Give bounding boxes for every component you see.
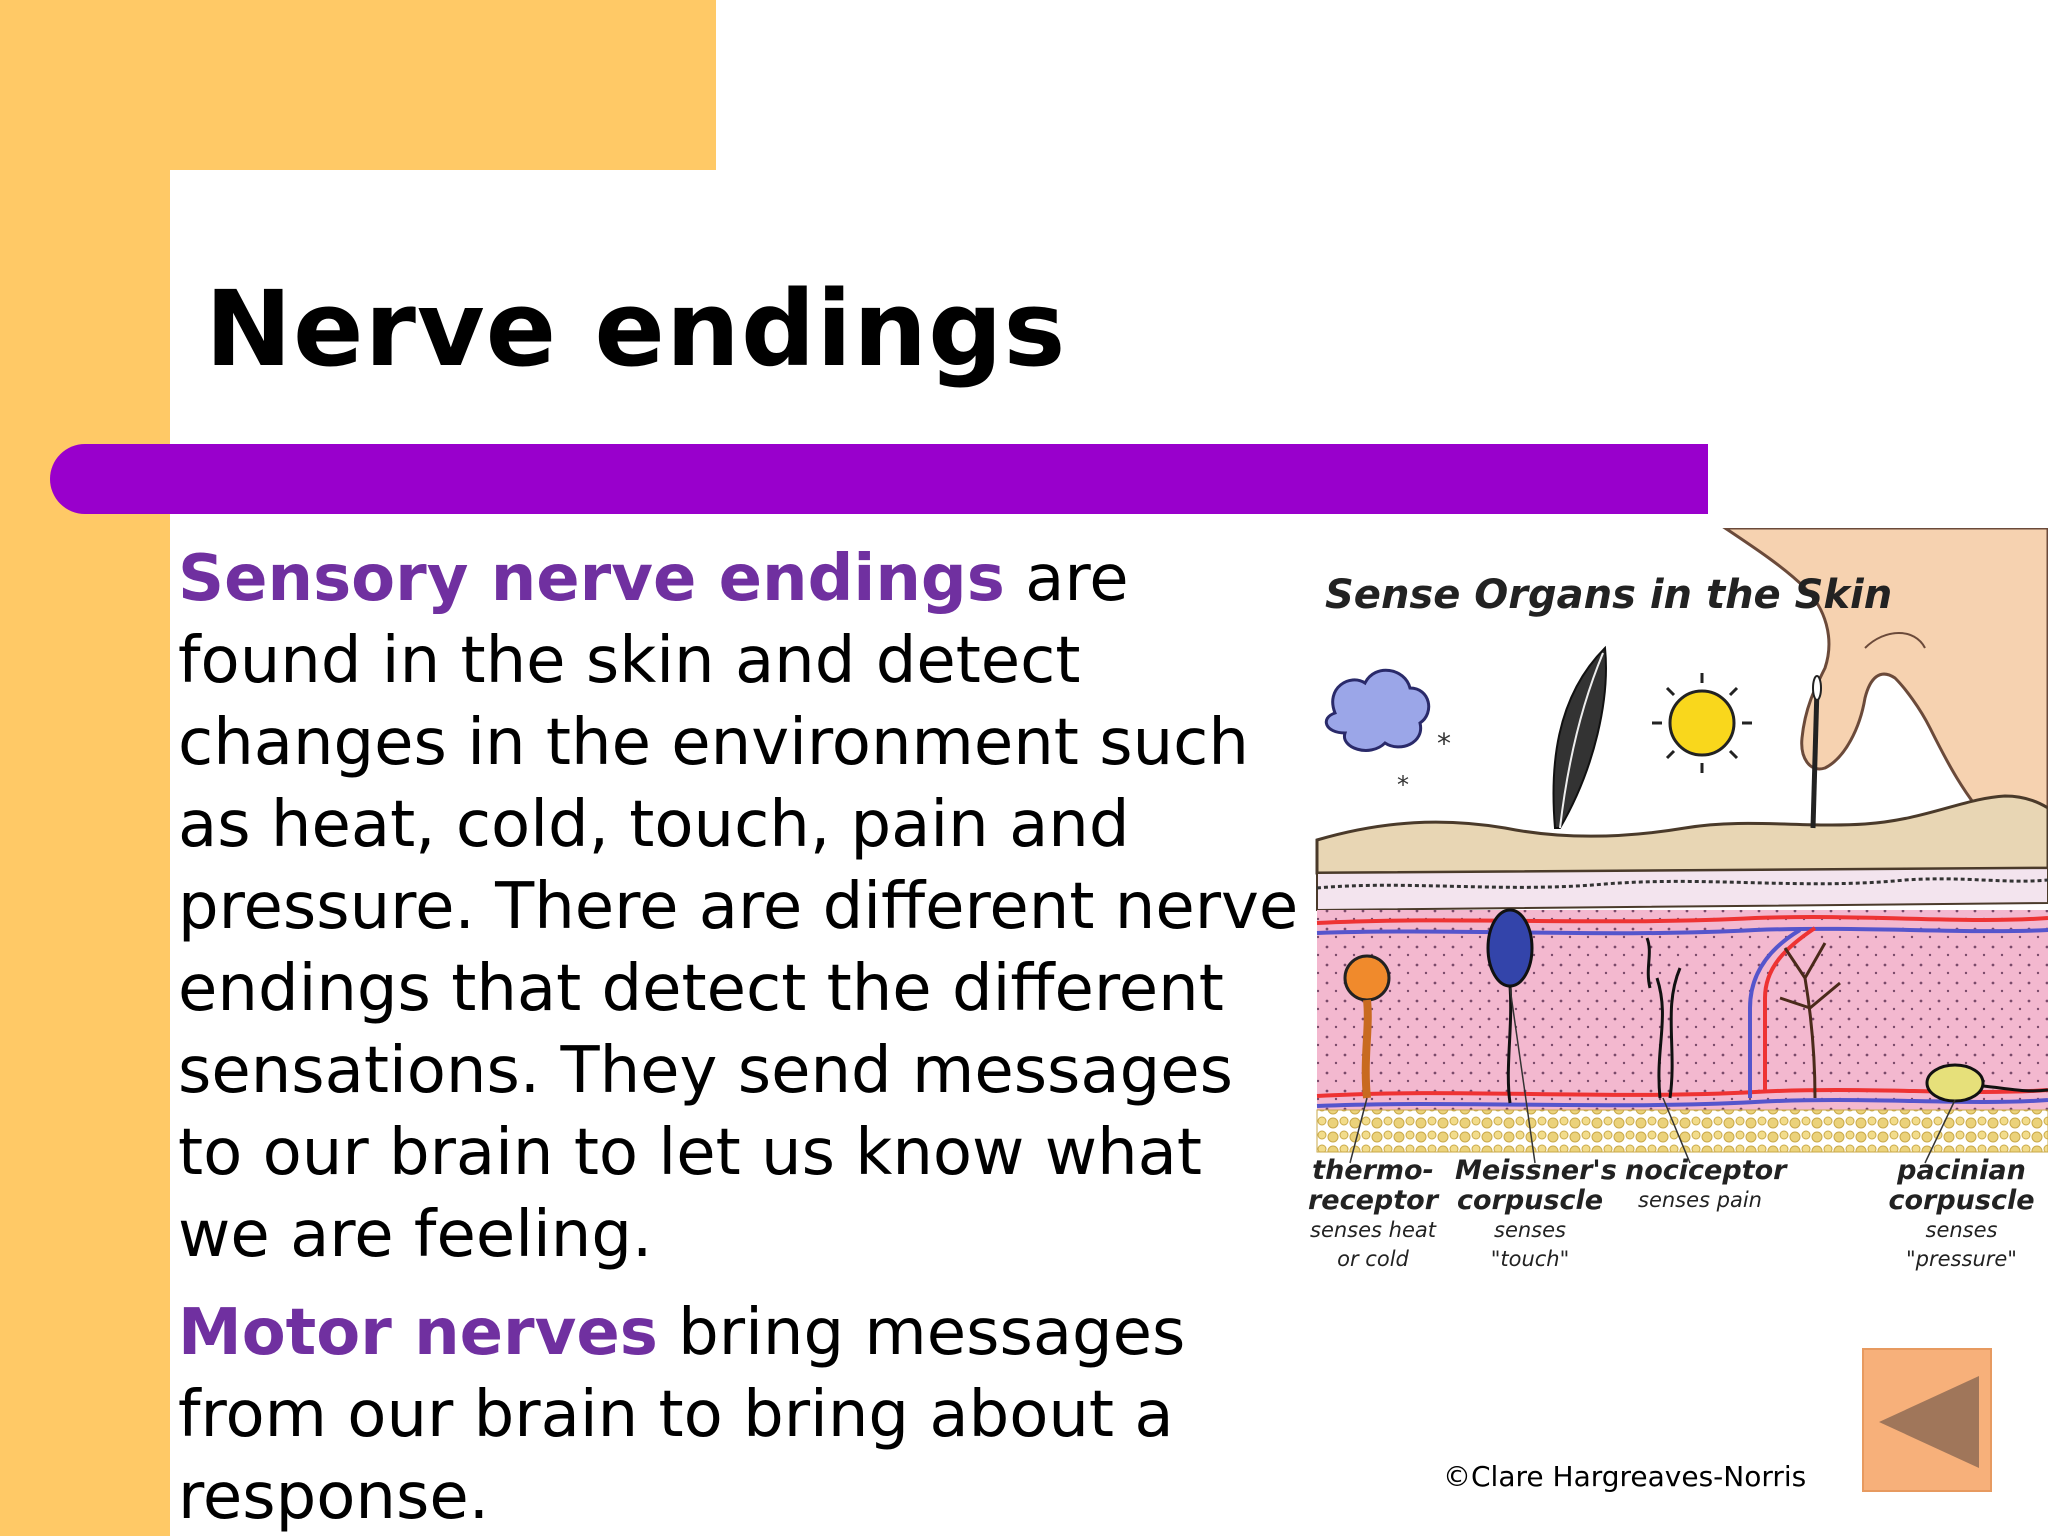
epidermis-layer [1317, 796, 2048, 873]
svg-text:*: * [1397, 771, 1409, 799]
orange-side-band [0, 0, 170, 1536]
nociceptor-name: nociceptor [1625, 1155, 1787, 1186]
page-title: Nerve endings [205, 268, 1067, 390]
feather-icon [1553, 648, 1605, 828]
sensory-text: are found in the skin and detect changes in the environment such as heat, cold, touch, pain and pressure. There are different nerve endings that detect the different sensations. They send messages to our brain to let us know what we are feeling. [178, 542, 1299, 1272]
meissner-label [1455, 1155, 1617, 1274]
nociceptor-desc: senses pain [1638, 1188, 1762, 1212]
thermoreceptor-name: thermo- receptor [1307, 1155, 1439, 1216]
thermoreceptor-desc: senses heat or cold [1310, 1218, 1436, 1271]
figure-title: Sense Organs in the Skin [1325, 572, 1893, 618]
nociceptor-label [1625, 1155, 1787, 1215]
pacinian-desc: senses "pressure" [1906, 1218, 2017, 1271]
thermoreceptor-label [1303, 1156, 1443, 1274]
title-divider-bar [50, 444, 1708, 514]
left-triangle-icon [1879, 1376, 1979, 1468]
pacinian-name: pacinian corpuscle [1888, 1156, 2035, 1216]
orange-top-band [0, 0, 716, 170]
sensory-highlight: Sensory nerve endings [178, 542, 1005, 616]
meissner-name: Meissner's corpuscle [1455, 1155, 1617, 1216]
meissner-corpuscle-icon [1488, 910, 1532, 986]
pacinian-label [1875, 1156, 2048, 1274]
sun-icon [1652, 673, 1752, 773]
sensory-paragraph [178, 538, 1313, 1276]
motor-text: bring messages from our brain to bring about a response. [178, 1296, 1186, 1534]
motor-paragraph [178, 1292, 1313, 1536]
body-text [178, 538, 1313, 1536]
svg-text:*: * [1437, 727, 1451, 760]
skin-sense-organs-figure [1305, 528, 2048, 1290]
thermoreceptor-icon [1345, 956, 1389, 1000]
meissner-desc: senses "touch" [1490, 1218, 1570, 1271]
cold-cloud-icon [1326, 670, 1428, 750]
back-button[interactable] [1862, 1348, 1992, 1492]
motor-highlight: Motor nerves [178, 1296, 658, 1370]
copyright-notice: ©Clare Hargreaves-Norris [1443, 1460, 1807, 1493]
pacinian-corpuscle-icon [1927, 1065, 1983, 1101]
